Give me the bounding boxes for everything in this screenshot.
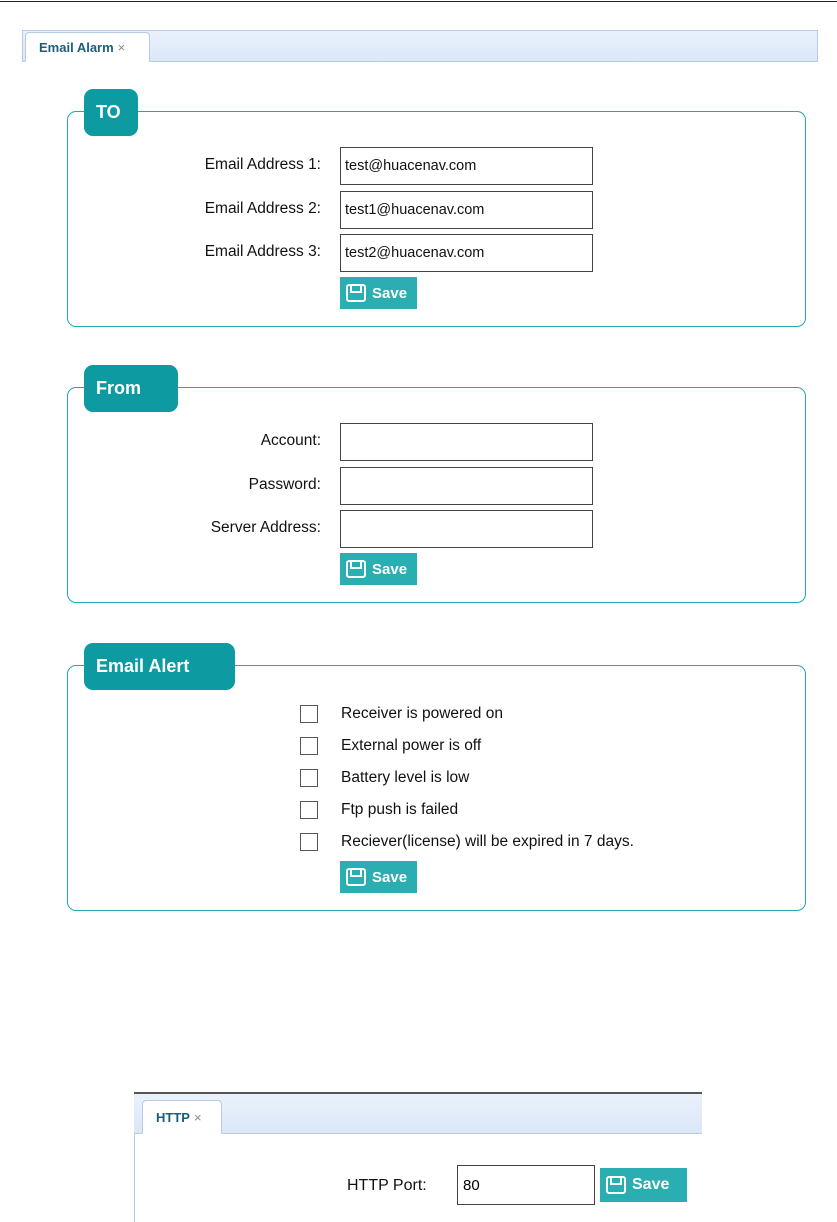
ftp-failed-label: Ftp push is failed [341,801,459,818]
password-label: Password: [248,476,321,493]
alert-option-license-expire [300,832,750,854]
email-alert-legend: Email Alert [84,643,235,690]
ftp-failed-checkbox[interactable] [300,801,318,819]
save-label: Save [632,1176,670,1193]
powered-on-checkbox[interactable] [300,705,318,723]
save-icon [606,1176,626,1194]
powered-on-label: Receiver is powered on [341,705,503,722]
tab-label: Email Alarm [39,39,114,55]
license-expire-label: Reciever(license) will be expired in 7 days. [341,833,634,850]
save-label: Save [372,560,408,578]
tab-http[interactable] [142,1100,222,1134]
save-icon [346,560,366,578]
account-input[interactable] [340,423,593,461]
to-fieldset [67,102,806,327]
email-address-2-row [68,191,805,229]
email-address-3-label: Email Address 3: [204,243,321,260]
email-address-1-label: Email Address 1: [204,156,321,173]
email-address-2-input[interactable] [340,191,593,229]
battery-low-checkbox[interactable] [300,769,318,787]
save-label: Save [372,868,408,886]
http-port-input[interactable] [457,1165,595,1205]
server-address-row [68,510,805,548]
close-icon[interactable]: × [117,39,126,55]
alert-option-powered-on [300,704,750,726]
account-row [68,423,805,461]
from-fieldset [67,378,806,603]
from-legend: From [84,365,178,412]
http-port-label: HTTP Port: [347,1177,427,1194]
http-left-border [134,1134,135,1222]
save-icon [346,284,366,302]
email-address-1-input[interactable] [340,147,593,185]
email-address-3-input[interactable] [340,234,593,272]
tab-email-alarm[interactable] [25,32,150,62]
email-alert-fieldset [67,656,806,911]
external-power-checkbox[interactable] [300,737,318,755]
account-label: Account: [260,432,321,449]
email-alarm-tabbar [22,30,818,62]
external-power-label: External power is off [341,737,482,754]
alert-option-battery-low [300,768,750,790]
email-address-1-row [68,147,805,185]
server-address-label: Server Address: [210,519,321,536]
alert-option-external-power [300,736,750,758]
to-save-button[interactable] [340,277,417,309]
battery-low-label: Battery level is low [341,769,470,786]
save-label: Save [372,284,408,302]
http-save-button[interactable] [600,1168,687,1202]
alert-save-button[interactable] [340,861,417,893]
password-input[interactable] [340,467,593,505]
from-save-button[interactable] [340,553,417,585]
password-row [68,467,805,505]
save-icon [346,868,366,886]
to-legend: TO [84,89,138,136]
server-address-input[interactable] [340,510,593,548]
alert-option-ftp-failed [300,800,750,822]
top-divider [0,1,837,2]
tab-label: HTTP [156,1109,190,1125]
close-icon[interactable]: × [193,1109,202,1125]
email-address-2-label: Email Address 2: [204,200,321,217]
license-expire-checkbox[interactable] [300,833,318,851]
email-address-3-row [68,234,805,272]
http-tabbar [134,1094,702,1134]
